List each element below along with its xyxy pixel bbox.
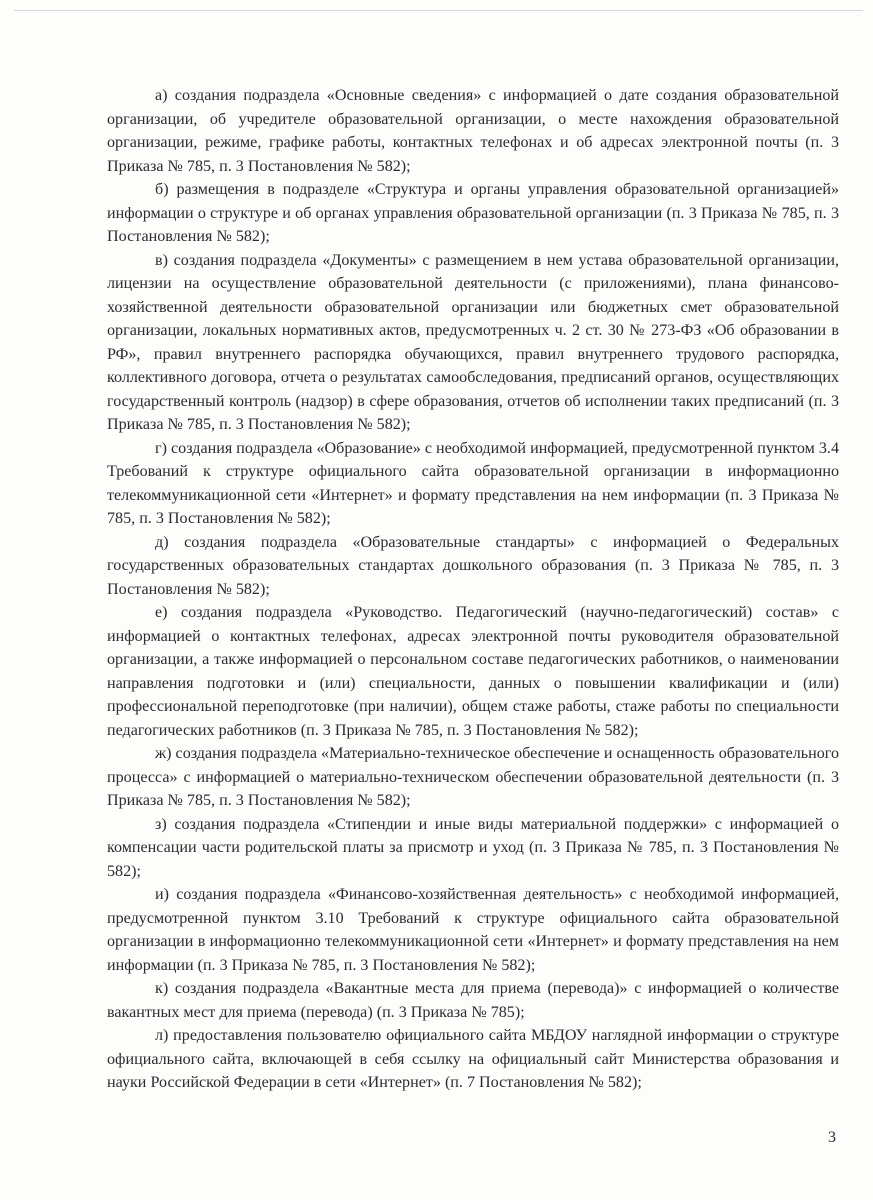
document-body <box>107 84 839 1095</box>
paragraph-g: г) создания подраздела «Образование» с необходимой информацией, предусмотренной пунктом 3.4 Требований к структуре официального сайта образовательной организации в информационно телекоммуникационной сети «Интернет» и формату представления на нем информации (п. 3 Приказа № 785, п. 3 Постановления № 582); <box>107 439 839 527</box>
scan-edge-line <box>14 10 863 11</box>
paragraph-e: е) создания подраздела «Руководство. Педагогический (научно-педагогический) состав» с информацией о контактных телефонах, адресах электронной почты руководителя образовательной организации, а также информацией о персональном составе педагогических работников, о наименовании направления подготовки и (или) специальности, данных о повышении квалификации и (или) профессиональной переподготовке (при наличии), общем стаже работы, стаже работы по специальности педагогических работников (п. 3 Приказа № 785, п. 3 Постановления № 582); <box>107 604 839 739</box>
paragraph-b: б) размещения в подразделе «Структура и органы управления образовательной организацией» информации о структуре и об органах управления образовательной организации (п. 3 Приказа № 785, п. 3 Постановления № 582); <box>107 181 839 245</box>
paragraph-d: д) создания подраздела «Образовательные стандарты» с информацией о Федеральных государственных образовательных стандартах дошкольного образования (п. 3 Приказа № 785, п. 3 Постановления № 582); <box>107 533 839 598</box>
paragraph-k: к) создания подраздела «Вакантные места для приема (перевода)» с информацией о количестве вакантных мест для приема (перевода) (п. 3 Приказа № 785); <box>107 980 839 1021</box>
paragraph-a: а) создания подраздела «Основные сведения» с информацией о дате создания образовательной организации, об учредителе образовательной организации, о месте нахождения образовательной организации, режиме, графике работы, контактных телефонах и об адресах электронной почты (п. 3 Приказа № 785, п. 3 Постановления № 582); <box>107 87 839 175</box>
paragraph-z: з) создания подраздела «Стипендии и иные виды материальной поддержки» с информацией о компенсации части родительской платы за присмотр и уход (п. 3 Приказа № 785, п. 3 Постановления № 582); <box>107 815 839 880</box>
paragraph-l: л) предоставления пользователю официального сайта МБДОУ наглядной информации о структуре официального сайта, включающей в себя ссылку на официальный сайт Министерства образования и науки Российской Федерации в сети «Интернет» (п. 7 Постановления № 582); <box>107 1027 839 1091</box>
page-number: 3 <box>828 1129 836 1146</box>
paragraph-v: в) создания подраздела «Документы» с размещением в нем устава образовательной организации, лицензии на осуществление образовательной деятельности (с приложениями), плана финансово-хозяйственной деятельности образовательной организации или бюджетных смет образовательной организации, локальных нормативных актов, предусмотренных ч. 2 ст. 30 № 273-ФЗ «Об образовании в РФ», правил внутреннего распорядка обучающихся, правил внутреннего трудового распорядка, коллективного договора, отчета о результатах самообследования, предписаний органов, осуществляющих государственный контроль (надзор) в сфере образования, отчетов об исполнении таких предписаний (п. 3 Приказа № 785, п. 3 Постановления № 582); <box>107 251 839 433</box>
paragraph-zh: ж) создания подраздела «Материально-техническое обеспечение и оснащенность образовательного процесса» с информацией о материально-техническом обеспечении образовательной деятельности (п. 3 Приказа № 785, п. 3 Постановления № 582); <box>107 745 839 809</box>
paragraph-i: и) создания подраздела «Финансово-хозяйственная деятельность» с необходимой информацией, предусмотренной пунктом 3.10 Требований к структуре официального сайта образовательной организации в информационно телекоммуникационной сети «Интернет» и формату представления на нем информации (п. 3 Приказа № 785, п. 3 Постановления № 582); <box>107 886 839 974</box>
